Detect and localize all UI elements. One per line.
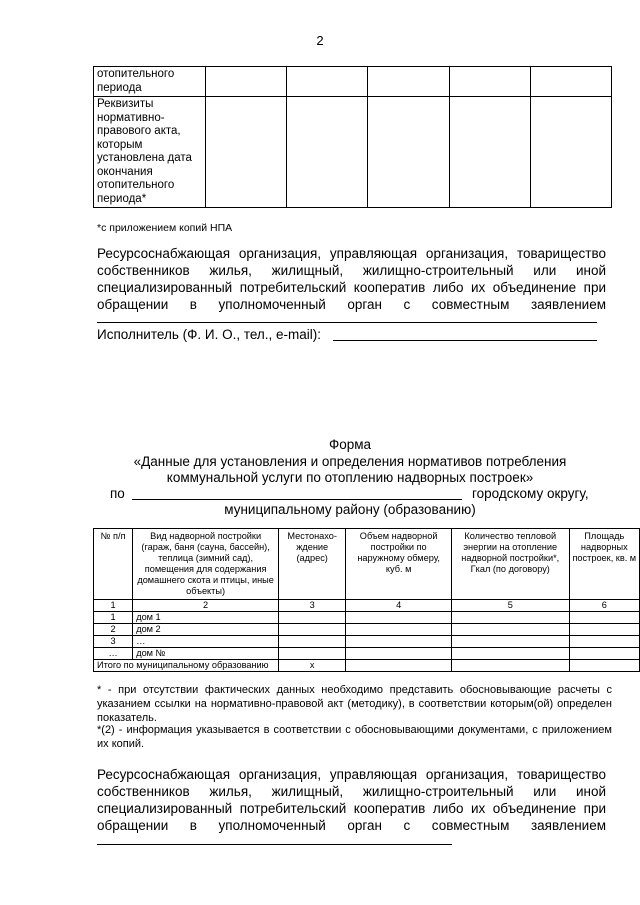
top-table-row2-label: Реквизиты нормативно-правового акта, которым установлена дата окончания отопительного периода* xyxy=(94,97,206,208)
footnote-2: *(2) - информация указывается в соответствии с обосновывающими документами, с приложением их копий. xyxy=(97,724,612,750)
signature-line-1 xyxy=(97,322,597,323)
table-row: 1 дом 1 xyxy=(94,612,640,624)
top-table xyxy=(93,66,612,208)
form-heading-line3 xyxy=(110,486,600,501)
header-type: Вид надворной постройки (гараж, баня (сауна, бассейн), теплица (зимний сад), помещения для содержания домашнего скота и птицы, иные объекты) xyxy=(133,529,279,600)
header-volume: Объем надворной постройки по наружному обмеру, куб. м xyxy=(346,529,452,600)
page-number: 2 xyxy=(316,33,324,48)
form-suffix: городскому округу, xyxy=(472,486,589,501)
footnote-1: * - при отсутствии фактических данных необходимо представить обосновывающие расчеты с указанием ссылки на нормативно-правовой акт (методику), в соответствии которым(ой) определен показатель. xyxy=(97,684,612,724)
header-heat: Количество тепловой энергии на отопление надворной постройки*, Гкал (по договору) xyxy=(451,529,569,600)
table-colnum-row: 1 2 3 4 5 6 xyxy=(94,600,640,612)
table-row: 2 дом 2 xyxy=(94,624,640,636)
executor-row xyxy=(97,327,597,342)
top-note: *с приложением копий НПА xyxy=(97,222,233,234)
form-prefix: по xyxy=(110,486,125,501)
header-num: № п/п xyxy=(94,529,133,600)
signature-line-2 xyxy=(97,844,452,845)
form-title: Форма xyxy=(328,437,372,452)
table-total-row xyxy=(94,660,640,672)
form-heading-line4: муниципальному району (образованию) xyxy=(224,502,476,517)
header-area: Площадь надворных построек, кв. м xyxy=(569,529,639,600)
top-table-row1-label: отопительного периода xyxy=(94,67,206,97)
table-row: 3 … xyxy=(94,636,640,648)
form-fill-line xyxy=(132,499,462,500)
table-row: … дом № xyxy=(94,648,640,660)
form-heading-line1: «Данные для установления и определения нормативов потребления xyxy=(133,454,567,469)
executor-label: Исполнитель (Ф. И. О., тел., e-mail): xyxy=(97,327,322,342)
paragraph-1: Ресурсоснабжающая организация, управляющая организация, товарищество собственников жилья, жилищный, жилищно-строительный или иной специализированный потребительский кооператив либо их объединение при обращении в уполномоченный орган с совместным заявлением xyxy=(97,246,606,312)
total-mark: х xyxy=(279,660,346,672)
table-header-row xyxy=(94,529,640,600)
total-label: Итого по муниципальному образованию xyxy=(94,660,279,672)
executor-line xyxy=(333,340,597,341)
header-location: Местонахо-ждение (адрес) xyxy=(279,529,346,600)
form-heading-line2: коммунальной услуги по отоплению надворных построек» xyxy=(166,470,534,485)
paragraph-2: Ресурсоснабжающая организация, управляющая организация, товарищество собственников жилья, жилищный, жилищно-строительный или иной специализированный потребительский кооператив либо их объединение при обращении в уполномоченный орган с совместным заявлением xyxy=(97,767,606,833)
data-table xyxy=(93,528,640,672)
